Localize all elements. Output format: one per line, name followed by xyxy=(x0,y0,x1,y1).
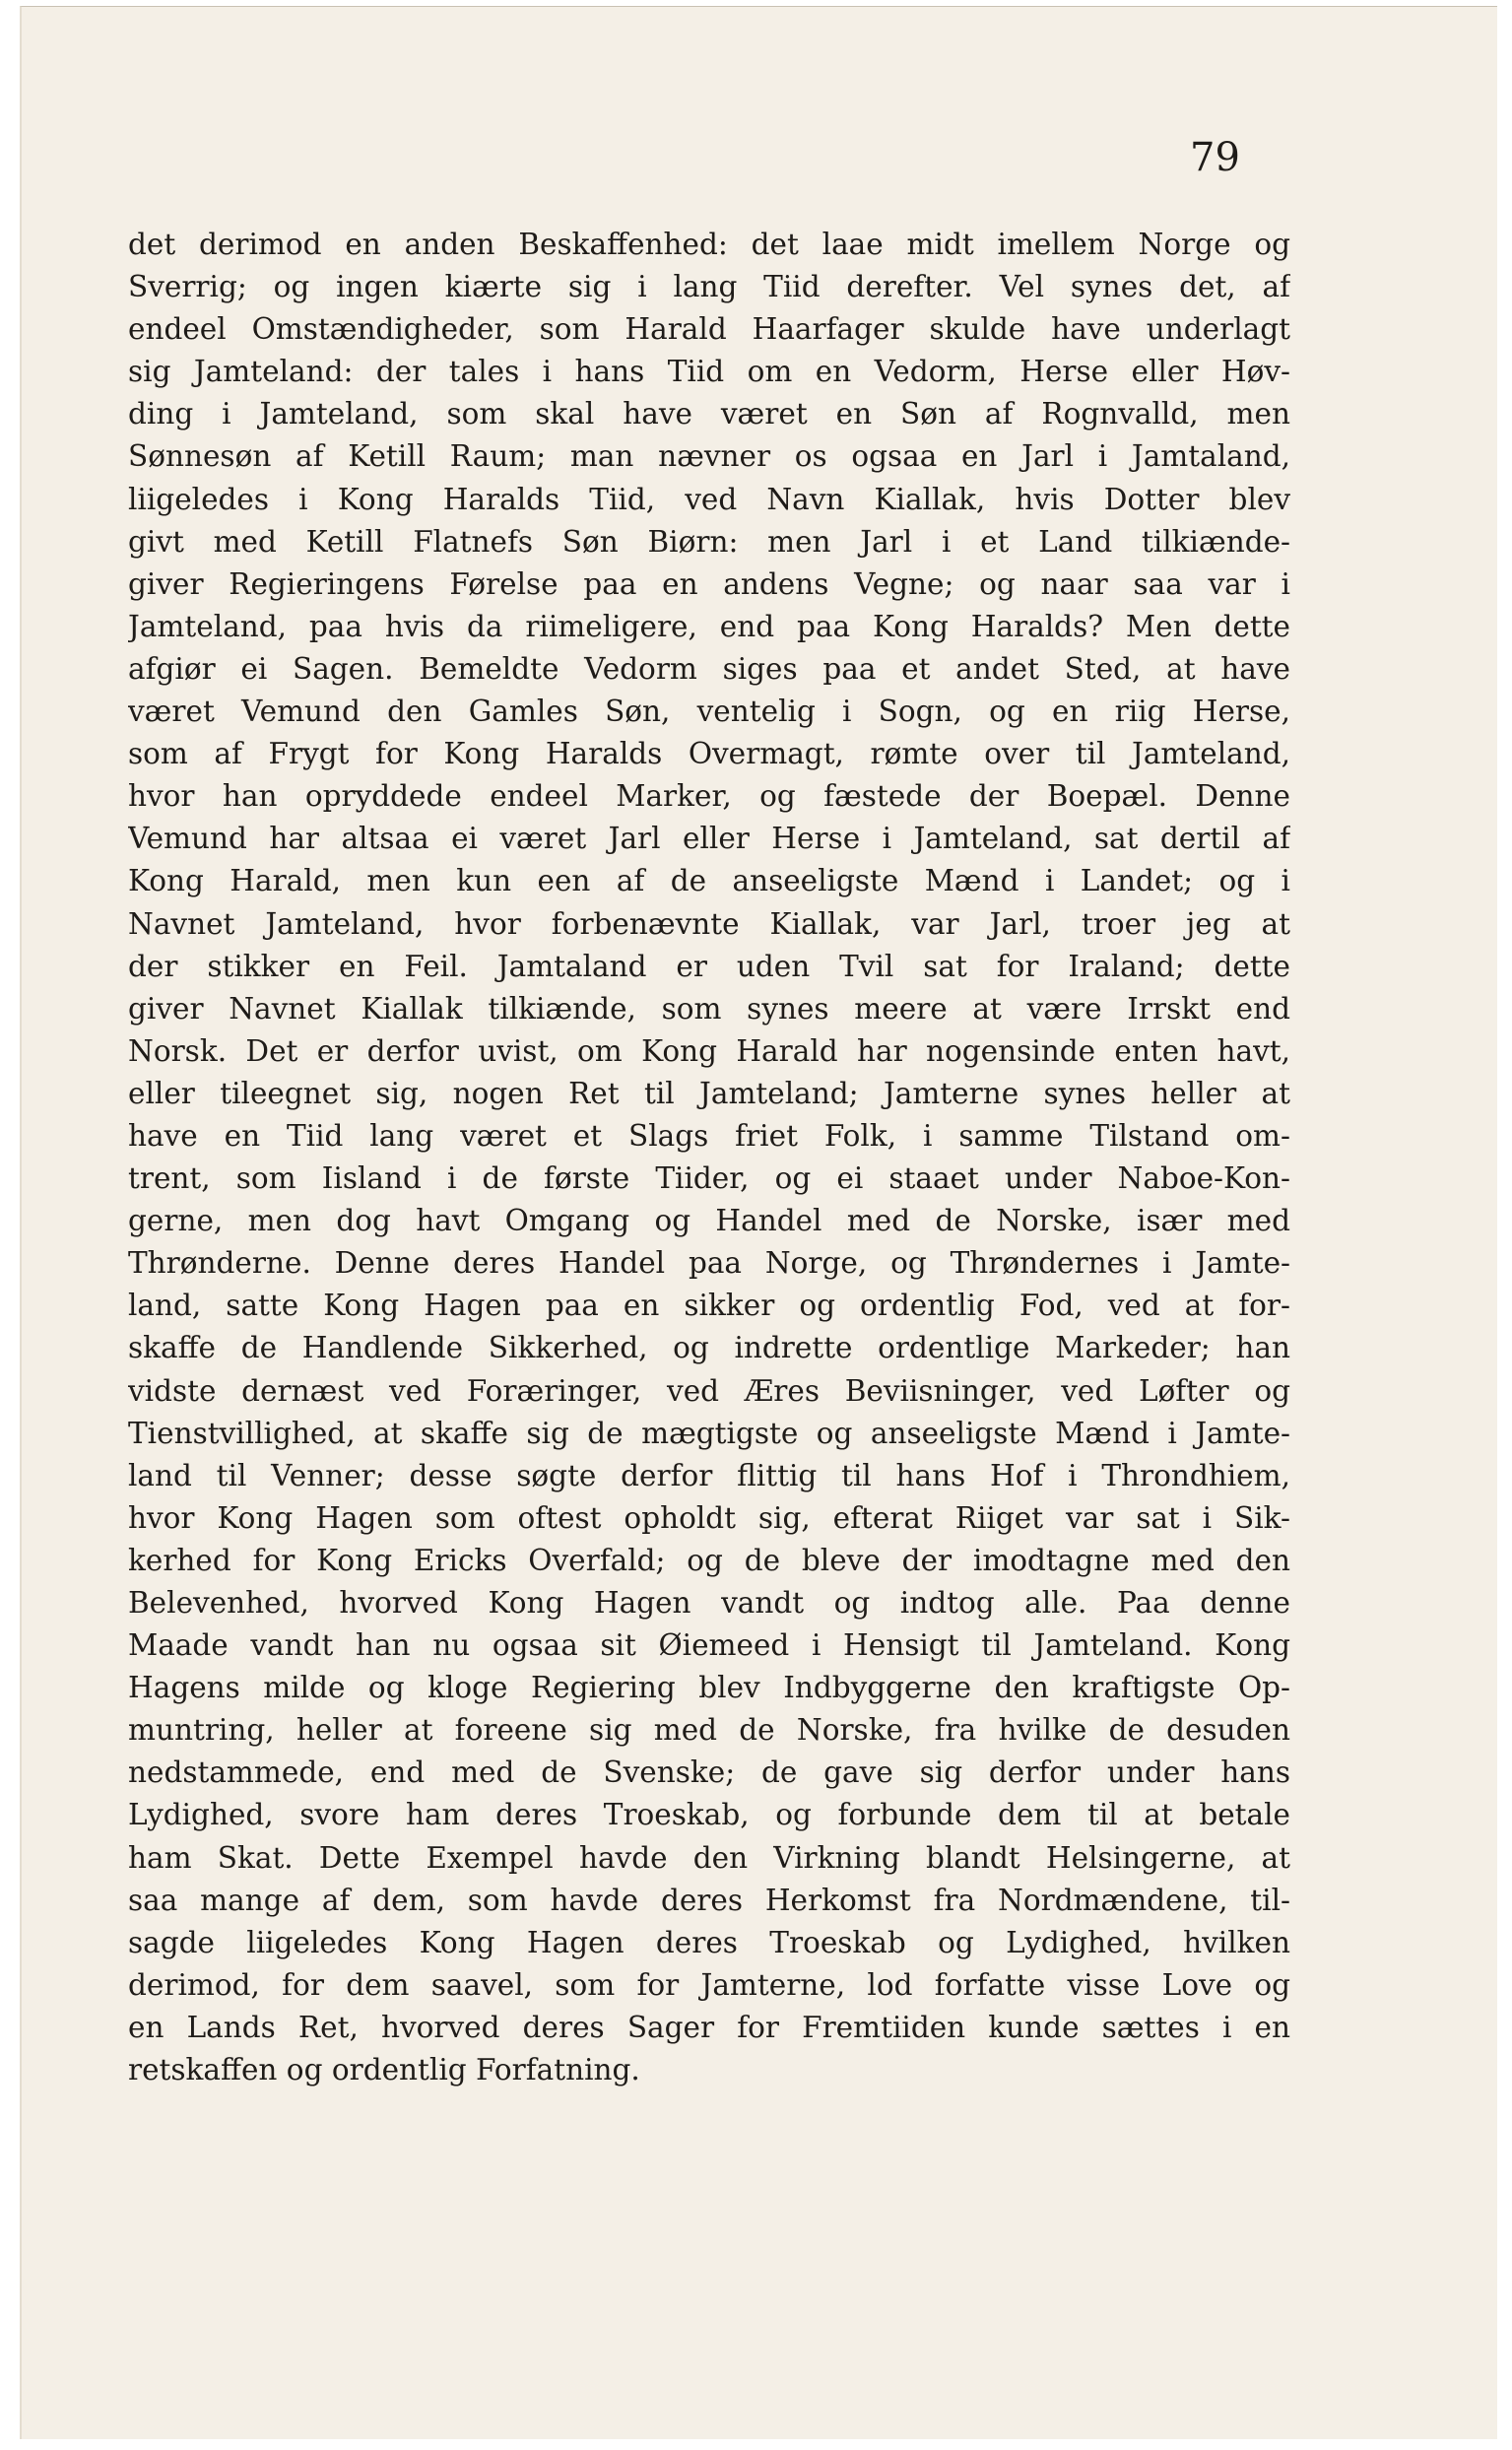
text-line: der stikker en Feil. Jamtaland er uden Tvil sat for Iraland; dette xyxy=(128,949,1290,983)
text-line: Maade vandt han nu ogsaa sit Øiemeed i Hensigt til Jamteland. Kong xyxy=(128,1628,1290,1663)
text-line: ding i Jamteland, som skal have været en Søn af Rognvalld, men xyxy=(128,397,1290,431)
text-line: land, satte Kong Hagen paa en sikker og ordentlig Fod, ved at for- xyxy=(128,1289,1290,1323)
text-line: Lydighed, svore ham deres Troeskab, og forbunde dem til at betale xyxy=(128,1798,1290,1832)
text-line: hvor han opryddede endeel Marker, og fæstede der Boepæl. Denne xyxy=(128,779,1290,814)
text-line: skaffe de Handlende Sikkerhed, og indrette ordentlige Markeder; han xyxy=(128,1331,1290,1365)
text-line: Thrønderne. Denne deres Handel paa Norge, og Thrøndernes i Jamte- xyxy=(128,1246,1290,1281)
text-line: nedstammede, end med de Svenske; de gave sig derfor under hans xyxy=(128,1755,1290,1790)
text-line: Sverrig; og ingen kiærte sig i lang Tiid derefter. Vel synes det, af xyxy=(128,270,1290,304)
text-line: sagde liigeledes Kong Hagen deres Troeskab og Lydighed, hvilken xyxy=(128,1925,1290,1959)
text-line: Vemund har altsaa ei været Jarl eller Herse i Jamteland, sat dertil af xyxy=(128,822,1290,856)
text-line: gerne, men dog havt Omgang og Handel med de Norske, især med xyxy=(128,1204,1290,1238)
text-line: giver Navnet Kiallak tilkiænde, som synes meere at være Irrskt end xyxy=(128,991,1290,1026)
text-line: giver Regieringens Førelse paa en andens Vegne; og naar saa var i xyxy=(128,566,1290,601)
text-line: Navnet Jamteland, hvor forbenævnte Kiallak, var Jarl, troer jeg at xyxy=(128,906,1290,941)
text-line: endeel Omstændigheder, som Harald Haarfager skulde have underlagt xyxy=(128,312,1290,347)
text-line: land til Venner; desse søgte derfor flittig til hans Hof i Throndhiem, xyxy=(128,1458,1290,1492)
text-line: sig Jamteland: der tales i hans Tiid om en Vedorm, Herse eller Høv- xyxy=(128,355,1290,389)
text-line: Tienstvillighed, at skaffe sig de mægtigste og anseeligste Mænd i Jamte- xyxy=(128,1416,1290,1450)
text-line: muntring, heller at foreene sig med de Norske, fra hvilke de desuden xyxy=(128,1713,1290,1748)
text-line: liigeledes i Kong Haralds Tiid, ved Navn Kiallak, hvis Dotter blev xyxy=(128,482,1290,516)
text-line: Sønnesøn af Ketill Raum; man nævner os ogsaa en Jarl i Jamtaland, xyxy=(128,439,1290,474)
text-line: som af Frygt for Kong Haralds Overmagt, rømte over til Jamteland, xyxy=(128,737,1290,771)
text-line: afgiør ei Sagen. Bemeldte Vedorm siges paa et andet Sted, at have xyxy=(128,651,1290,686)
text-line: givt med Ketill Flatnefs Søn Biørn: men Jarl i et Land tilkiænde- xyxy=(128,524,1290,559)
text-line: vidste dernæst ved Foræringer, ved Æres Beviisninger, ved Løfter og xyxy=(128,1373,1290,1408)
text-line: Norsk. Det er derfor uvist, om Kong Harald har nogensinde enten havt, xyxy=(128,1033,1290,1068)
text-line: ham Skat. Dette Exempel havde den Virkning blandt Helsingerne, at xyxy=(128,1840,1290,1875)
text-line: kerhed for Kong Ericks Overfald; og de bleve der imodtagne med den xyxy=(128,1543,1290,1577)
text-line: været Vemund den Gamles Søn, ventelig i Sogn, og en riig Herse, xyxy=(128,695,1290,729)
text-line: Jamteland, paa hvis da riimeligere, end paa Kong Haralds? Men dette xyxy=(128,609,1290,643)
text-line: saa mange af dem, som havde deres Herkomst fra Nordmændene, til- xyxy=(128,1883,1290,1917)
text-line: en Lands Ret, hvorved deres Sager for Fremtiiden kunde sættes i en xyxy=(128,2010,1290,2044)
body-text xyxy=(128,224,1290,2091)
text-line: derimod, for dem saavel, som for Jamterne, lod forfatte visse Love og xyxy=(128,1967,1290,2002)
text-line: Belevenhed, hvorved Kong Hagen vandt og indtog alle. Paa denne xyxy=(128,1586,1290,1620)
text-line: have en Tiid lang været et Slags friet Folk, i samme Tilstand om- xyxy=(128,1118,1290,1153)
text-line: det derimod en anden Beskaffenhed: det laae midt imellem Norge og xyxy=(128,228,1290,261)
text-line: Kong Harald, men kun een af de anseeligste Mænd i Landet; og i xyxy=(128,864,1290,898)
book-page xyxy=(20,6,1497,2439)
text-line: trent, som Iisland i de første Tiider, og ei staaet under Naboe-Kon- xyxy=(128,1161,1290,1196)
text-line: eller tileegnet sig, nogen Ret til Jamteland; Jamterne synes heller at xyxy=(128,1076,1290,1110)
page-number: 79 xyxy=(1190,135,1240,180)
text-line: retskaffen og ordentlig Forfatning. xyxy=(128,2053,640,2087)
text-line: Hagens milde og kloge Regiering blev Indbyggerne den kraftigste Op- xyxy=(128,1671,1290,1705)
text-line: hvor Kong Hagen som oftest opholdt sig, efterat Riiget var sat i Sik- xyxy=(128,1500,1290,1535)
